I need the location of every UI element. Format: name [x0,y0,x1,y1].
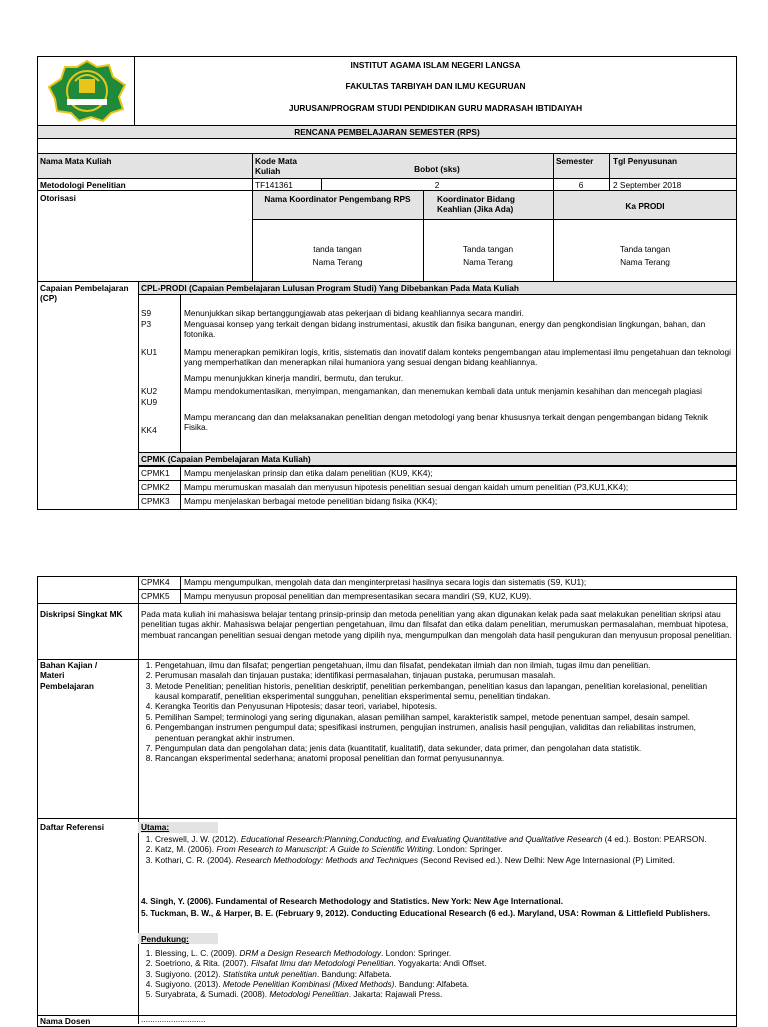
authorization-label: Otorisasi [40,193,76,203]
main-references-heading: Utama: [141,822,170,832]
cpl-item: Mampu menunjukkan kinerja mandiri, bermutu, dan terukur. [184,373,404,383]
cpmk-item: Mampu menjelaskan prinsip dan etika dalam penelitian (KU9, KK4); [184,468,433,478]
support-references-heading: Pendukung: [141,934,189,944]
col-semester: Semester [556,156,594,166]
materials-label: Bahan Kajian / Materi Pembelajaran [40,660,98,691]
cpl-item: Menunjukkan sikap bertanggungjawab atas pekerjaan di bidang keahliannya secara mandiri. [184,308,524,318]
reference-item: 2. Soetriono, & Rita. (2007). Filsafat Ilmu dan Metodologi Penelitian. Yogyakarta: Andi Offset. [155,958,733,968]
reference-item: 3. Sugiyono. (2012). Statistika untuk penelitian. Bandung: Alfabeta. [155,969,733,979]
main-references-list [141,834,733,865]
cpmk-code: CPMK3 [141,496,170,506]
materials-list [141,660,733,764]
institution-logo-icon [45,59,129,123]
cpl-code: KK4 [141,425,157,435]
reference-item: 2. Katz, M. (2006). From Research to Manuscript: A Guide to Scientific Writing. London: Springer. [155,844,733,854]
reference-item: 5. Tuckman, B. W., & Harper, B. E. (February 9, 2012). Conducting Educational Research (6 ed.). Maryland, USA: Rowman & Littlefield Publishers. [141,908,711,918]
course-code-value: TF141361 [255,180,293,190]
material-item: 6. Pengembangan instrumen pengumpul data; spesifikasi instrumen, pengujian instrumen, analisis hasil pengujian, validitas dan reliabilitas instrumen, penentuan perangkat akhir instrumen. [155,722,733,743]
reference-item: 4. Singh, Y. (2006). Fundamental of Research Methodology and Statistics. New York: New Age International. [141,896,563,906]
cpl-item: Menguasai konsep yang terkait dengan bidang instrumentasi, akustik dan fisika bangunan, energy dan pengkondisian lingkungan, bahan, dan fotonika. [184,319,706,340]
cpmk-code: CPMK2 [141,482,170,492]
department-name: JURUSAN/PROGRAM STUDI PENDIDIKAN GURU MADRASAH IBTIDAIYAH [288,103,583,113]
field-coordinator-heading: Koordinator Bidang Keahlian (Jika Ada) [437,194,515,215]
col-course-code: Kode Mata Kuliah [255,156,297,177]
cpmk-code: CPMK4 [141,577,170,587]
reference-item: 3. Kothari, C. R. (2004). Research Methodology: Methods and Techniques (Second Revised ed.). New Delhi: New Age Internasional (P) Limited. [155,855,733,865]
reference-item: 5. Suryabrata, & Sumadi. (2008). Metodologi Penelitian. Jakarta: Rajawali Press. [155,989,733,999]
page-gap [0,510,768,576]
cpmk-item: Mampu mengumpulkan, mengolah data dan menginterpretasi hasilnya secara logis dan sistematis (S9, KU1); [184,577,587,587]
cpl-code: S9 [141,308,152,318]
support-references-list [141,948,733,1000]
course-semester-value: 6 [578,180,584,190]
cpmk-code: CPMK5 [141,591,170,601]
course-weight-value: 2 [434,180,440,190]
lecturer-value: ............................ [141,1014,206,1024]
cpl-item: Mampu merancang dan dan melaksanakan penelitian dengan metodologi yang benar khususnya terkait dengan pengembangan bidang Teknik Fisika. [184,412,708,433]
material-item: 2. Perumusan masalah dan tinjauan pustaka; identifikasi permasalahan, tinjauan pustaka, perumusan masalah. [155,670,733,680]
reference-item: 4. Sugiyono. (2013). Metode Penelitian Kombinasi (Mixed Methods). Bandung: Alfabeta. [155,979,733,989]
faculty-name: FAKULTAS TARBIYAH DAN ILMU KEGURUAN [345,81,526,91]
head-heading: Ka PRODI [625,201,665,211]
col-date: Tgl Penyusunan [613,156,678,166]
cpl-item: Mampu menerapkan pemikiran logis, kritis, sistematis dan inovatif dalam konteks pengembangan atau implementasi ilmu pengetahuan dan teknologi yang memperhatikan dan menerapkan nilai humaniora yang sesuai dengan bidang keahliannya. [184,347,731,368]
cpl-code: KU1 [141,347,158,357]
signature-1: tanda tangan [313,244,362,254]
reference-item: 1. Creswell, J. W. (2012). Educational Research:Planning,Conducting, and Evaluating Quantitative and Qualitative Research (4 ed.). Boston: PEARSON. [155,834,733,844]
signatory-name-3: Nama Terang [620,257,670,267]
material-item: 7. Pengumpulan data dan pengolahan data; jenis data (kuantitatif, kualitatif), data sekunder, data primer, dan pengolahan data statistik. [155,743,733,753]
description-label: Diskripsi Singkat MK [40,609,123,619]
material-item: 4. Kerangka Teoritis dan Penyusunan Hipotesis; dasar teori, variabel, hipotesis. [155,701,733,711]
cp-label: Capaian Pembelajaran (CP) [40,283,129,304]
cpmk-code: CPMK1 [141,468,170,478]
cpmk-item: Mampu menyusun proposal penelitian dan mempresentasikan secara mandiri (S9, KU2, KU9). [184,591,532,601]
cpmk-item: Mampu merumuskan masalah dan menyusun hipotesis penelitian sesuai dengan kaidah umum penelitian (P3,KU1,KK4); [184,482,629,492]
document-page-1 [37,56,737,510]
material-item: 3. Metode Penelitian; penelitian historis, penelitian deskriptif, penelitian perkembangan, penelitian kasus dan lapangan, penelitian korelasional, penelitian kausal komparatif, penelitian eksperimental sungguhan, penelitian eksperimental semu, penelitian tindakan. [155,681,733,702]
cpl-code: P3 [141,319,152,329]
col-course-name: Nama Mata Kuliah [40,156,112,166]
cpl-code: KU2 [141,386,158,396]
document-page-2 [37,576,737,1024]
signature-3: Tanda tangan [619,244,671,254]
spacer-row [37,138,737,154]
reference-item: 1. Blessing, L. C. (2009). DRM a Design Research Methodology. London: Springer. [155,948,733,958]
signatory-name-1: Nama Terang [312,257,363,267]
cpl-code: KU9 [141,397,158,407]
col-weight: Bobot (sks) [414,164,460,174]
institute-name: INSTITUT AGAMA ISLAM NEGERI LANGSA [350,60,521,70]
course-date-value: 2 September 2018 [613,180,682,190]
course-name-value: Metodologi Penelitian [40,180,126,190]
material-item: 8. Rancangan eksperimental sederhana; anatomi proposal penelitian dan format penyusunannya. [155,753,733,763]
dev-coordinator-heading: Nama Koordinator Pengembang RPS [264,194,411,204]
cpmk-heading: CPMK (Capaian Pembelajaran Mata Kuliah) [141,454,311,464]
references-label: Daftar Referensi [40,822,105,832]
material-item: 5. Pemilihan Sampel; terminologi yang sering digunakan, alasan pemilihan sampel, karakteristik sampel, metode penentuan sampel, desain sampel. [155,712,733,722]
signatory-name-2: Nama Terang [463,257,513,267]
cpl-item: Mampu mendokumentasikan, menyimpan, mengamankan, dan menemukan kembali data untuk menjamin kesahihan dan mencegah plagiasi [184,386,702,396]
cpl-heading: CPL-PRODI (Capaian Pembelajaran Lulusan Program Studi) Yang Dibebankan Pada Mata Kuliah [141,283,519,293]
page-title: RENCANA PEMBELAJARAN SEMESTER (RPS) [294,127,480,137]
description-text: Pada mata kuliah ini mahasiswa belajar tentang prinsip-prinsip dan metoda penelitian yang akan digunakan kelak pada saat melakukan penelitian skripsi atau penelitian tugas akhir. Mahasiswa belajar pengertian pengetahuan, ilmu dan filsafat dan etika dalam penelitian, merumuskan permasalahan, membuat hipotesa, membuat rancangan penelitian sesuai dengan metode yang dipilih nya, mengumpulkan dan mengolah data hasil pengukuran dan menyusun proposal penelitian. [141,609,732,640]
lecturer-label: Nama Dosen [40,1016,91,1026]
signature-2: Tanda tangan [462,244,514,254]
material-item: 1. Pengetahuan, ilmu dan filsafat; pengertian pengetahuan, ilmu dan filsafat, pendekatan ilmiah dan non ilmiah, tugas ilmu dan penelitian. [155,660,733,670]
cpmk-item: Mampu menjelaskan berbagai metode penelitian bidang fisika (KK4); [184,496,438,506]
